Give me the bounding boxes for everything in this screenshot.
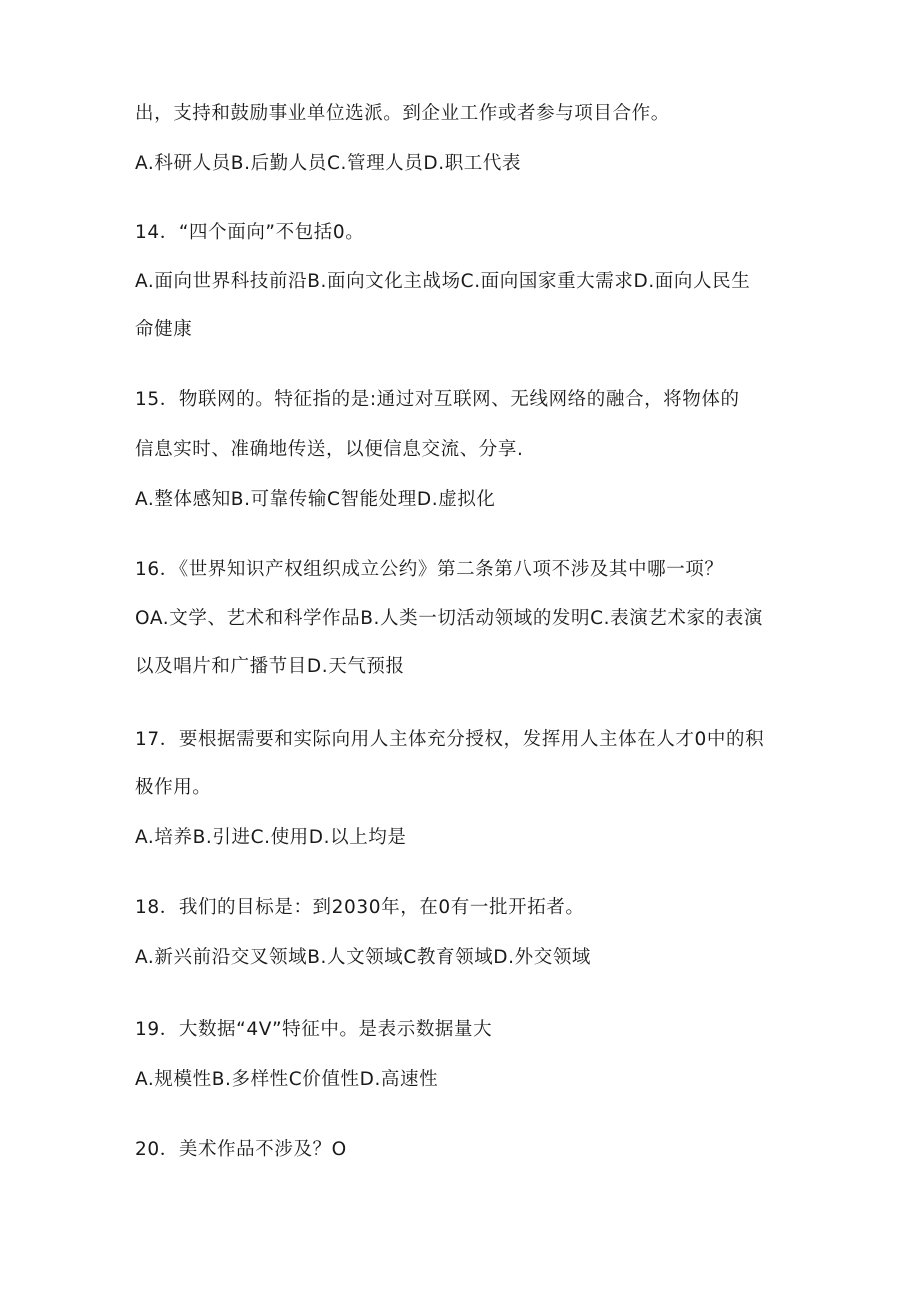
question-19: 19．大数据“4V”特征中。是表示数据量大 — [135, 1019, 493, 1040]
question-14: 14．“四个面向”不包括0。 — [135, 222, 365, 243]
answer-options-17: A.培养B.引进C.使用D.以上均是 — [135, 827, 407, 848]
question-15: 15．物联网的。特征指的是:通过对互联网、无线网络的融合，将物体的 — [135, 389, 740, 410]
answer-options-16: OA.文学、艺术和科学作品B.人类一切活动领域的发明C.表演艺术家的表演 — [135, 608, 763, 629]
text-line-continuation: 出，支持和鼓励事业单位选派。到企业工作或者参与项目合作。 — [135, 103, 670, 124]
answer-options-18: A.新兴前沿交叉领域B.人文领域C教育领域D.外交领域 — [135, 947, 592, 968]
question-15-cont: 信息实时、准确地传送，以便信息交流、分享. — [135, 439, 524, 460]
answer-options-13: A.科研人员B.后勤人员C.管理人员D.职工代表 — [135, 153, 522, 174]
answer-options-19: A.规模性B.多样性C价值性D.高速性 — [135, 1069, 439, 1090]
answer-options-16-cont: 以及唱片和广播节目D.天气预报 — [135, 656, 405, 677]
answer-options-14-cont: 命健康 — [135, 319, 193, 340]
question-16: 16．《世界知识产权组织成立公约》第二条第八项不涉及其中哪一项？ — [135, 559, 724, 580]
question-20: 20．美术作品不涉及？O — [135, 1139, 347, 1160]
answer-options-14: A.面向世界科技前沿B.面向文化主战场C.面向国家重大需求D.面向人民生 — [135, 271, 751, 292]
answer-options-15: A.整体感知B.可靠传输C智能处理D.虚拟化 — [135, 489, 496, 510]
question-17: 17．要根据需要和实际向用人主体充分授权，发挥用人主体在人才0中的积 — [135, 729, 765, 750]
question-17-cont: 极作用。 — [135, 777, 212, 798]
question-18: 18．我们的目标是：到2030年，在0有一批开拓者。 — [135, 897, 585, 918]
